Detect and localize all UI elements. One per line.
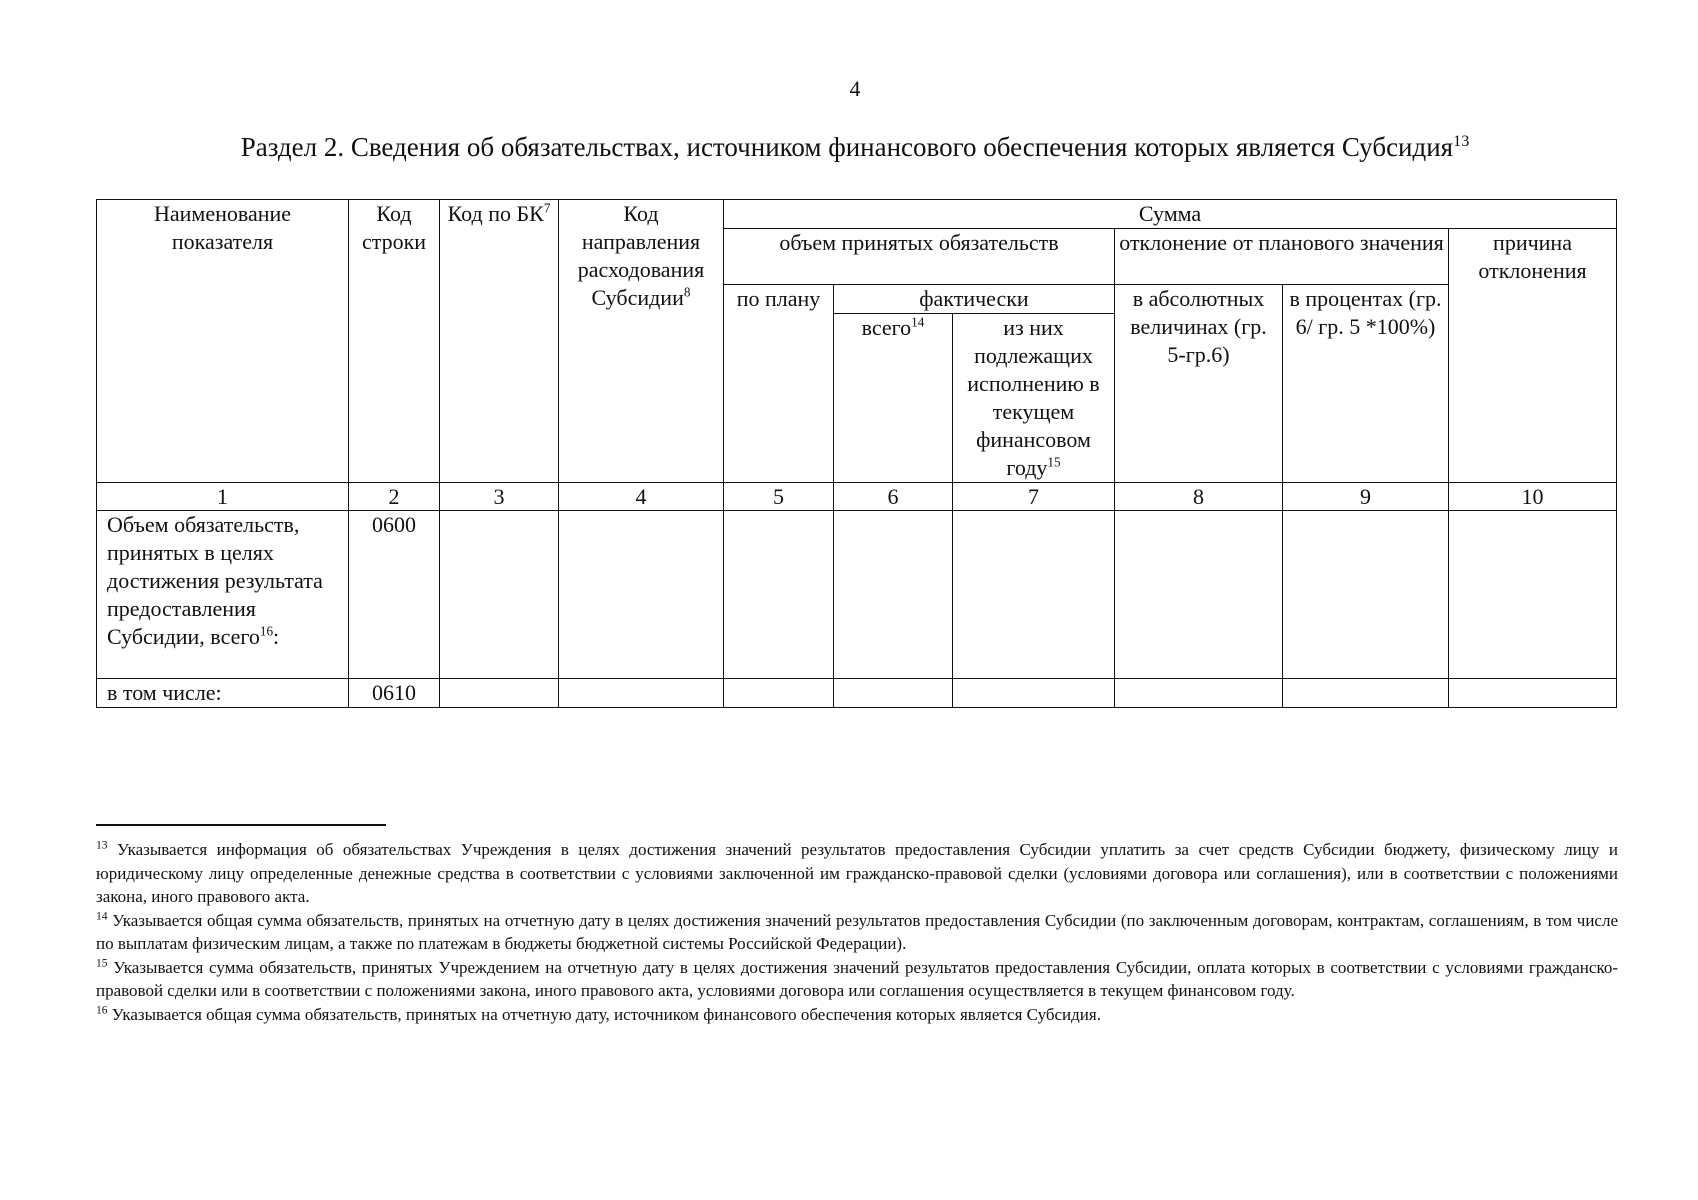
table-cell — [1115, 511, 1283, 679]
header-total — [834, 314, 953, 483]
header-bk-code — [440, 200, 559, 483]
column-numbers-row — [97, 483, 1617, 511]
header-absolute: в абсолютных величинах (гр. 5-гр.6) — [1115, 285, 1283, 483]
header-percent: в процентах (гр. 6/ гр. 5 *100%) — [1283, 285, 1449, 483]
footnotes — [96, 838, 1618, 1026]
footnote-ref: 13 — [1453, 132, 1470, 150]
header-actual: фактически — [834, 285, 1115, 314]
section-title — [0, 132, 1698, 163]
column-number: 4 — [559, 483, 724, 511]
row-name — [97, 511, 349, 679]
table-cell — [834, 679, 953, 708]
footnote-ref: 15 — [1047, 454, 1061, 470]
row-code: 0600 — [349, 511, 440, 679]
table-cell — [440, 511, 559, 679]
header-current-year — [953, 314, 1115, 483]
footnote-text: Указывается общая сумма обязательств, принятых на отчетную дату в целях достижения значений результатов предоставления Субсидии (по заключенным договорам, контрактам, соглашениям, в том числе по выплатам физическим лицам, а также по платежам в бюджеты бюджетной системы Российской Федерации). — [96, 910, 1618, 953]
table-cell — [559, 511, 724, 679]
table-cell — [1449, 679, 1617, 708]
table-row — [97, 679, 1617, 708]
header-bk-code-text: Код по БК — [447, 201, 544, 226]
header-row-1 — [97, 200, 1617, 229]
footnote-text: Указывается сумма обязательств, принятых Учреждением на отчетную дату в целях достижения значений результатов предоставления Субсидии, оплата которых в соответствии с условиями гражданско-правовой сделки или в соответствии с положениями закона, иного правового акта, условиями договора или соглашения осуществляется в текущем финансовом году. — [96, 957, 1619, 1000]
footnote-number: 13 — [96, 838, 108, 852]
header-current-year-text: из них подлежащих исполнению в текущем финансовом году — [967, 315, 1100, 480]
header-sum: Сумма — [724, 200, 1617, 229]
table-cell — [724, 679, 834, 708]
column-number: 2 — [349, 483, 440, 511]
footnote-ref: 8 — [683, 284, 691, 300]
footnote — [96, 909, 1618, 956]
column-number: 3 — [440, 483, 559, 511]
header-direction-code — [559, 200, 724, 483]
row-name-text: Объем обязательств, принятых в целях достижения результата предоставления Субсидии, всего — [107, 512, 323, 649]
footnote-ref: 16 — [259, 623, 274, 639]
table-cell — [1449, 511, 1617, 679]
column-number: 8 — [1115, 483, 1283, 511]
header-total-text: всего — [861, 315, 912, 340]
table-cell — [1115, 679, 1283, 708]
footnote-number: 16 — [96, 1002, 108, 1016]
column-number: 1 — [97, 483, 349, 511]
column-number: 7 — [953, 483, 1115, 511]
header-reason: причина отклонения — [1449, 229, 1617, 483]
table-row — [97, 511, 1617, 679]
row-name: в том числе: — [97, 679, 349, 708]
header-deviation: отклонение от планового значения — [1115, 229, 1449, 285]
column-number: 6 — [834, 483, 953, 511]
footnote-text: Указывается информация об обязательствах Учреждения в целях достижения значений результатов предоставления Субсидии уплатить за счет средств Субсидии бюджету, физическому лицу и юридическому лицу определенные денежные средства в соответствии с условиями заключенной им гражданско-правовой сделки (условиями договора или соглашения), или в соответствии с положениями закона, иного правового акта. — [96, 840, 1618, 906]
header-accepted-obligations: объем принятых обязательств — [724, 229, 1115, 285]
table-cell — [953, 679, 1115, 708]
header-direction-code-text: Код направления расходования Субсидии — [577, 201, 705, 310]
footnote — [96, 1003, 1618, 1027]
page-number: 4 — [849, 76, 861, 101]
table-cell — [1283, 679, 1449, 708]
header-name: Наименование показателя — [97, 200, 349, 483]
table-cell — [1283, 511, 1449, 679]
obligations-table — [96, 199, 1617, 708]
column-number: 10 — [1449, 483, 1617, 511]
footnote-ref: 14 — [911, 314, 925, 330]
header-line-code: Код строки — [349, 200, 440, 483]
column-number: 9 — [1283, 483, 1449, 511]
footnote — [96, 838, 1618, 909]
row-code: 0610 — [349, 679, 440, 708]
table-cell — [834, 511, 953, 679]
footnote-number: 15 — [96, 955, 108, 969]
row-name-suffix: : — [273, 624, 280, 649]
table-cell — [440, 679, 559, 708]
table-cell — [953, 511, 1115, 679]
section-title-text: Раздел 2. Сведения об обязательствах, источником финансового обеспечения которых является Субсидия — [240, 132, 1454, 162]
header-plan: по плану — [724, 285, 834, 483]
table-cell — [559, 679, 724, 708]
footnote-text: Указывается общая сумма обязательств, принятых на отчетную дату, источником финансового обеспечения которых является Субсидия. — [111, 1004, 1101, 1024]
footnote — [96, 956, 1618, 1003]
footnote-ref: 7 — [543, 200, 551, 216]
footnote-separator — [96, 824, 386, 826]
footnote-number: 14 — [96, 908, 108, 922]
column-number: 5 — [724, 483, 834, 511]
table-cell — [724, 511, 834, 679]
